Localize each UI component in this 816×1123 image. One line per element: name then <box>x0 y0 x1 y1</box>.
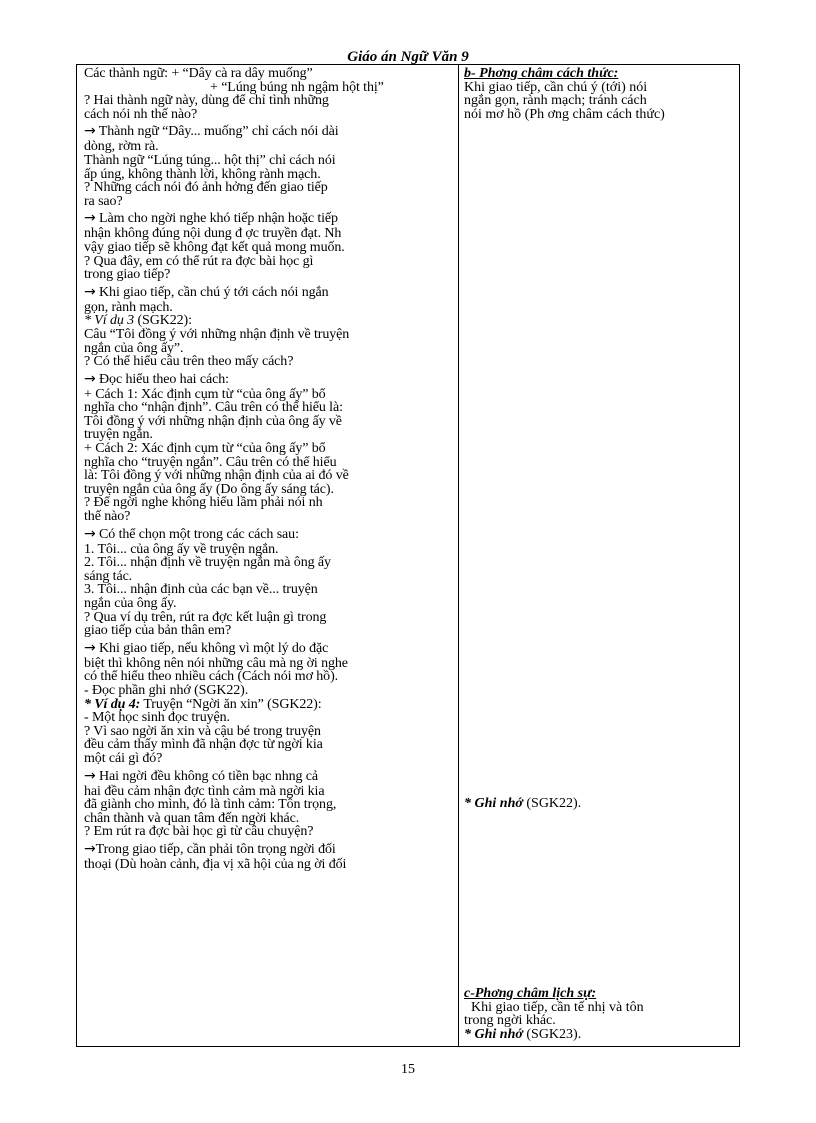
text-line: Khi giao tiếp, cần chú ý (tới) nói <box>464 79 648 95</box>
text-line: thế nào? <box>84 509 131 525</box>
text-line: ? Để ngời nghe không hiểu lầm phải nói nh <box>84 495 323 511</box>
text-line: là: Tôi đồng ý với những nhận định của ai đó về <box>84 468 349 484</box>
arrow-line: → Khi giao tiếp, nếu không vì một lý do đặc <box>84 639 329 656</box>
text-line: ? Có thể hiểu câu trên theo mấy cách? <box>84 354 294 370</box>
arrow-icon: → <box>84 840 96 857</box>
text-line: ngắn của ông ấy. <box>84 596 177 611</box>
text-line: nghĩa cho “nhận định”. Câu trên có thể hiểu là: <box>84 400 343 416</box>
section-c-heading: c-Phơng châm lịch sự: <box>464 986 597 1001</box>
arrow-icon: → <box>84 283 96 300</box>
note-2: * Ghi nhớ (SGK23). <box>464 1026 582 1042</box>
text-line: có thể hiểu theo nhiều cách (Cách nói mơ hồ). <box>84 669 339 685</box>
text-line: Khi giao tiếp, cần tế nhị và tôn <box>464 999 644 1015</box>
arrow-icon: → <box>84 639 96 656</box>
example-4-line: * Ví dụ 4: Truyện “Ngời ăn xin” (SGK22): <box>84 696 322 712</box>
text-line: ? Em rút ra đợc bài học gì từ câu chuyện? <box>84 824 314 840</box>
text-line: + Cách 1: Xác định cụm từ “của ông ấy” bổ <box>84 386 326 402</box>
page-number: 15 <box>401 1062 415 1077</box>
arrow-line: → Làm cho ngời nghe khó tiếp nhận hoặc tiếp <box>84 210 338 227</box>
arrow-line: → Hai ngời đều không có tiền bạc nhng cả <box>84 767 319 784</box>
text-line: nghĩa cho “truyện ngắn”. Câu trên có thể hiểu <box>84 454 337 470</box>
text-line: giao tiếp của bản thân em? <box>84 623 232 639</box>
text-line: nhận không đúng nội dung đ ợc truyền đạt. Nh <box>84 226 342 242</box>
text-line: Các thành ngữ: + “Dây cà ra dây muống” <box>84 66 313 81</box>
text-line: ? Những cách nói đó ảnh hởng đến giao tiếp <box>84 180 328 196</box>
text-line: gọn, rành mạch. <box>84 299 173 315</box>
text-line: chân thành và quan tâm đến ngời khác. <box>84 810 300 826</box>
arrow-line: →Trong giao tiếp, cần phải tôn trọng ngời đối <box>84 840 336 857</box>
text-line: ? Qua ví dụ trên, rút ra đợc kết luận gì trong <box>84 609 327 625</box>
text-line: ? Hai thành ngữ này, dùng để chỉ tình những <box>84 93 329 109</box>
text-line: - Đọc phần ghi nhớ (SGK22). <box>84 682 249 698</box>
lesson-table <box>76 64 740 1047</box>
note-1: * Ghi nhớ (SGK22). <box>464 796 582 811</box>
text-line: vậy giao tiếp sẽ không đạt kết quả mong muốn. <box>84 239 345 255</box>
arrow-icon: → <box>84 767 96 784</box>
text-line: trong giao tiếp? <box>84 267 171 283</box>
arrow-icon: → <box>84 370 96 387</box>
example-3-label: * Ví dụ 3 <box>84 313 135 329</box>
arrow-icon: → <box>84 123 96 140</box>
arrow-icon: → <box>84 525 96 542</box>
arrow-line: → Thành ngữ “Dây... muống” chỉ cách nói dài <box>84 123 339 140</box>
text-line: sáng tác. <box>84 568 133 584</box>
arrow-line: → Đọc hiểu theo hai cách: <box>84 370 229 387</box>
text-line: + “Lúng búng nh ngậm hột thị” <box>210 79 384 95</box>
text-line: đã giành cho mình, đó là tình cảm: Tôn trọng, <box>84 797 337 813</box>
text-line: Câu “Tôi đồng ý với những nhận định về truyện <box>84 326 350 342</box>
text-line: truyện ngắn. <box>84 427 153 443</box>
text-line: Thành ngữ “Lúng túng... hột thị” chỉ cách nói <box>84 152 336 168</box>
section-b-heading: b- Phơng châm cách thức: <box>464 66 619 81</box>
arrow-line: → Có thể chọn một trong các cách sau: <box>84 525 299 542</box>
text-line: truyện ngắn của ông ấy (Do ông ấy sáng tác). <box>84 481 334 497</box>
text-line: + Cách 2: Xác định cụm từ “của ông ấy” bổ <box>84 441 326 457</box>
left-column <box>77 65 459 1046</box>
text-line: một cái gì đó? <box>84 750 163 766</box>
text-line: 3. Tôi... nhận định của các bạn về... truyện <box>84 582 318 598</box>
right-column <box>459 65 739 1046</box>
text-line: biệt thì không nên nói những câu mà ng ời nghe <box>84 655 348 671</box>
text-line: ngắn của ông ấy”. <box>84 340 184 356</box>
note-1-label: * Ghi nhớ <box>464 796 523 811</box>
text-line: ra sao? <box>84 193 123 209</box>
arrow-line: → Khi giao tiếp, cần chú ý tới cách nói ngắn <box>84 283 329 300</box>
note-2-label: * Ghi nhớ <box>464 1026 523 1042</box>
example-4-label: * Ví dụ 4: <box>84 696 141 712</box>
text-line: ? Vì sao ngời ăn xin và cậu bé trong truyện <box>84 723 321 739</box>
section-c <box>464 987 644 1041</box>
text-line: cách nói nh thế nào? <box>84 106 198 122</box>
text-line: nói mơ hồ (Ph ơng châm cách thức) <box>464 106 665 122</box>
text-line: dòng, rờm rà. <box>84 139 159 155</box>
arrow-icon: → <box>84 210 96 227</box>
example-3-line: * Ví dụ 3 (SGK22): <box>84 313 192 329</box>
text-line: - Một học sinh đọc truyện. <box>84 710 230 726</box>
text-line: đều cảm thấy mình đã nhận đợc từ ngời kia <box>84 737 323 753</box>
text-line: ? Qua đây, em có thể rút ra đợc bài học gì <box>84 253 314 269</box>
text-line: 2. Tôi... nhận định về truyện ngắn mà ông ấy <box>84 555 331 571</box>
text-line: 1. Tôi... của ông ấy về truyện ngắn. <box>84 541 279 557</box>
text-line: ngắn gọn, rành mạch; tránh cách <box>464 93 647 109</box>
text-line: Tôi đồng ý với những nhận định của ông ấy về <box>84 413 342 429</box>
text-line: thoại (Dù hoàn cảnh, địa vị xã hội của ng ời đối <box>84 856 347 872</box>
document-header: Giáo án Ngữ Văn 9 <box>347 49 469 65</box>
text-line: trong ngời khác. <box>464 1013 556 1029</box>
text-line: ấp úng, không thành lời, không rành mạch. <box>84 166 321 182</box>
text-line: hai đều cảm nhận đợc tình cảm mà ngời kia <box>84 783 325 799</box>
